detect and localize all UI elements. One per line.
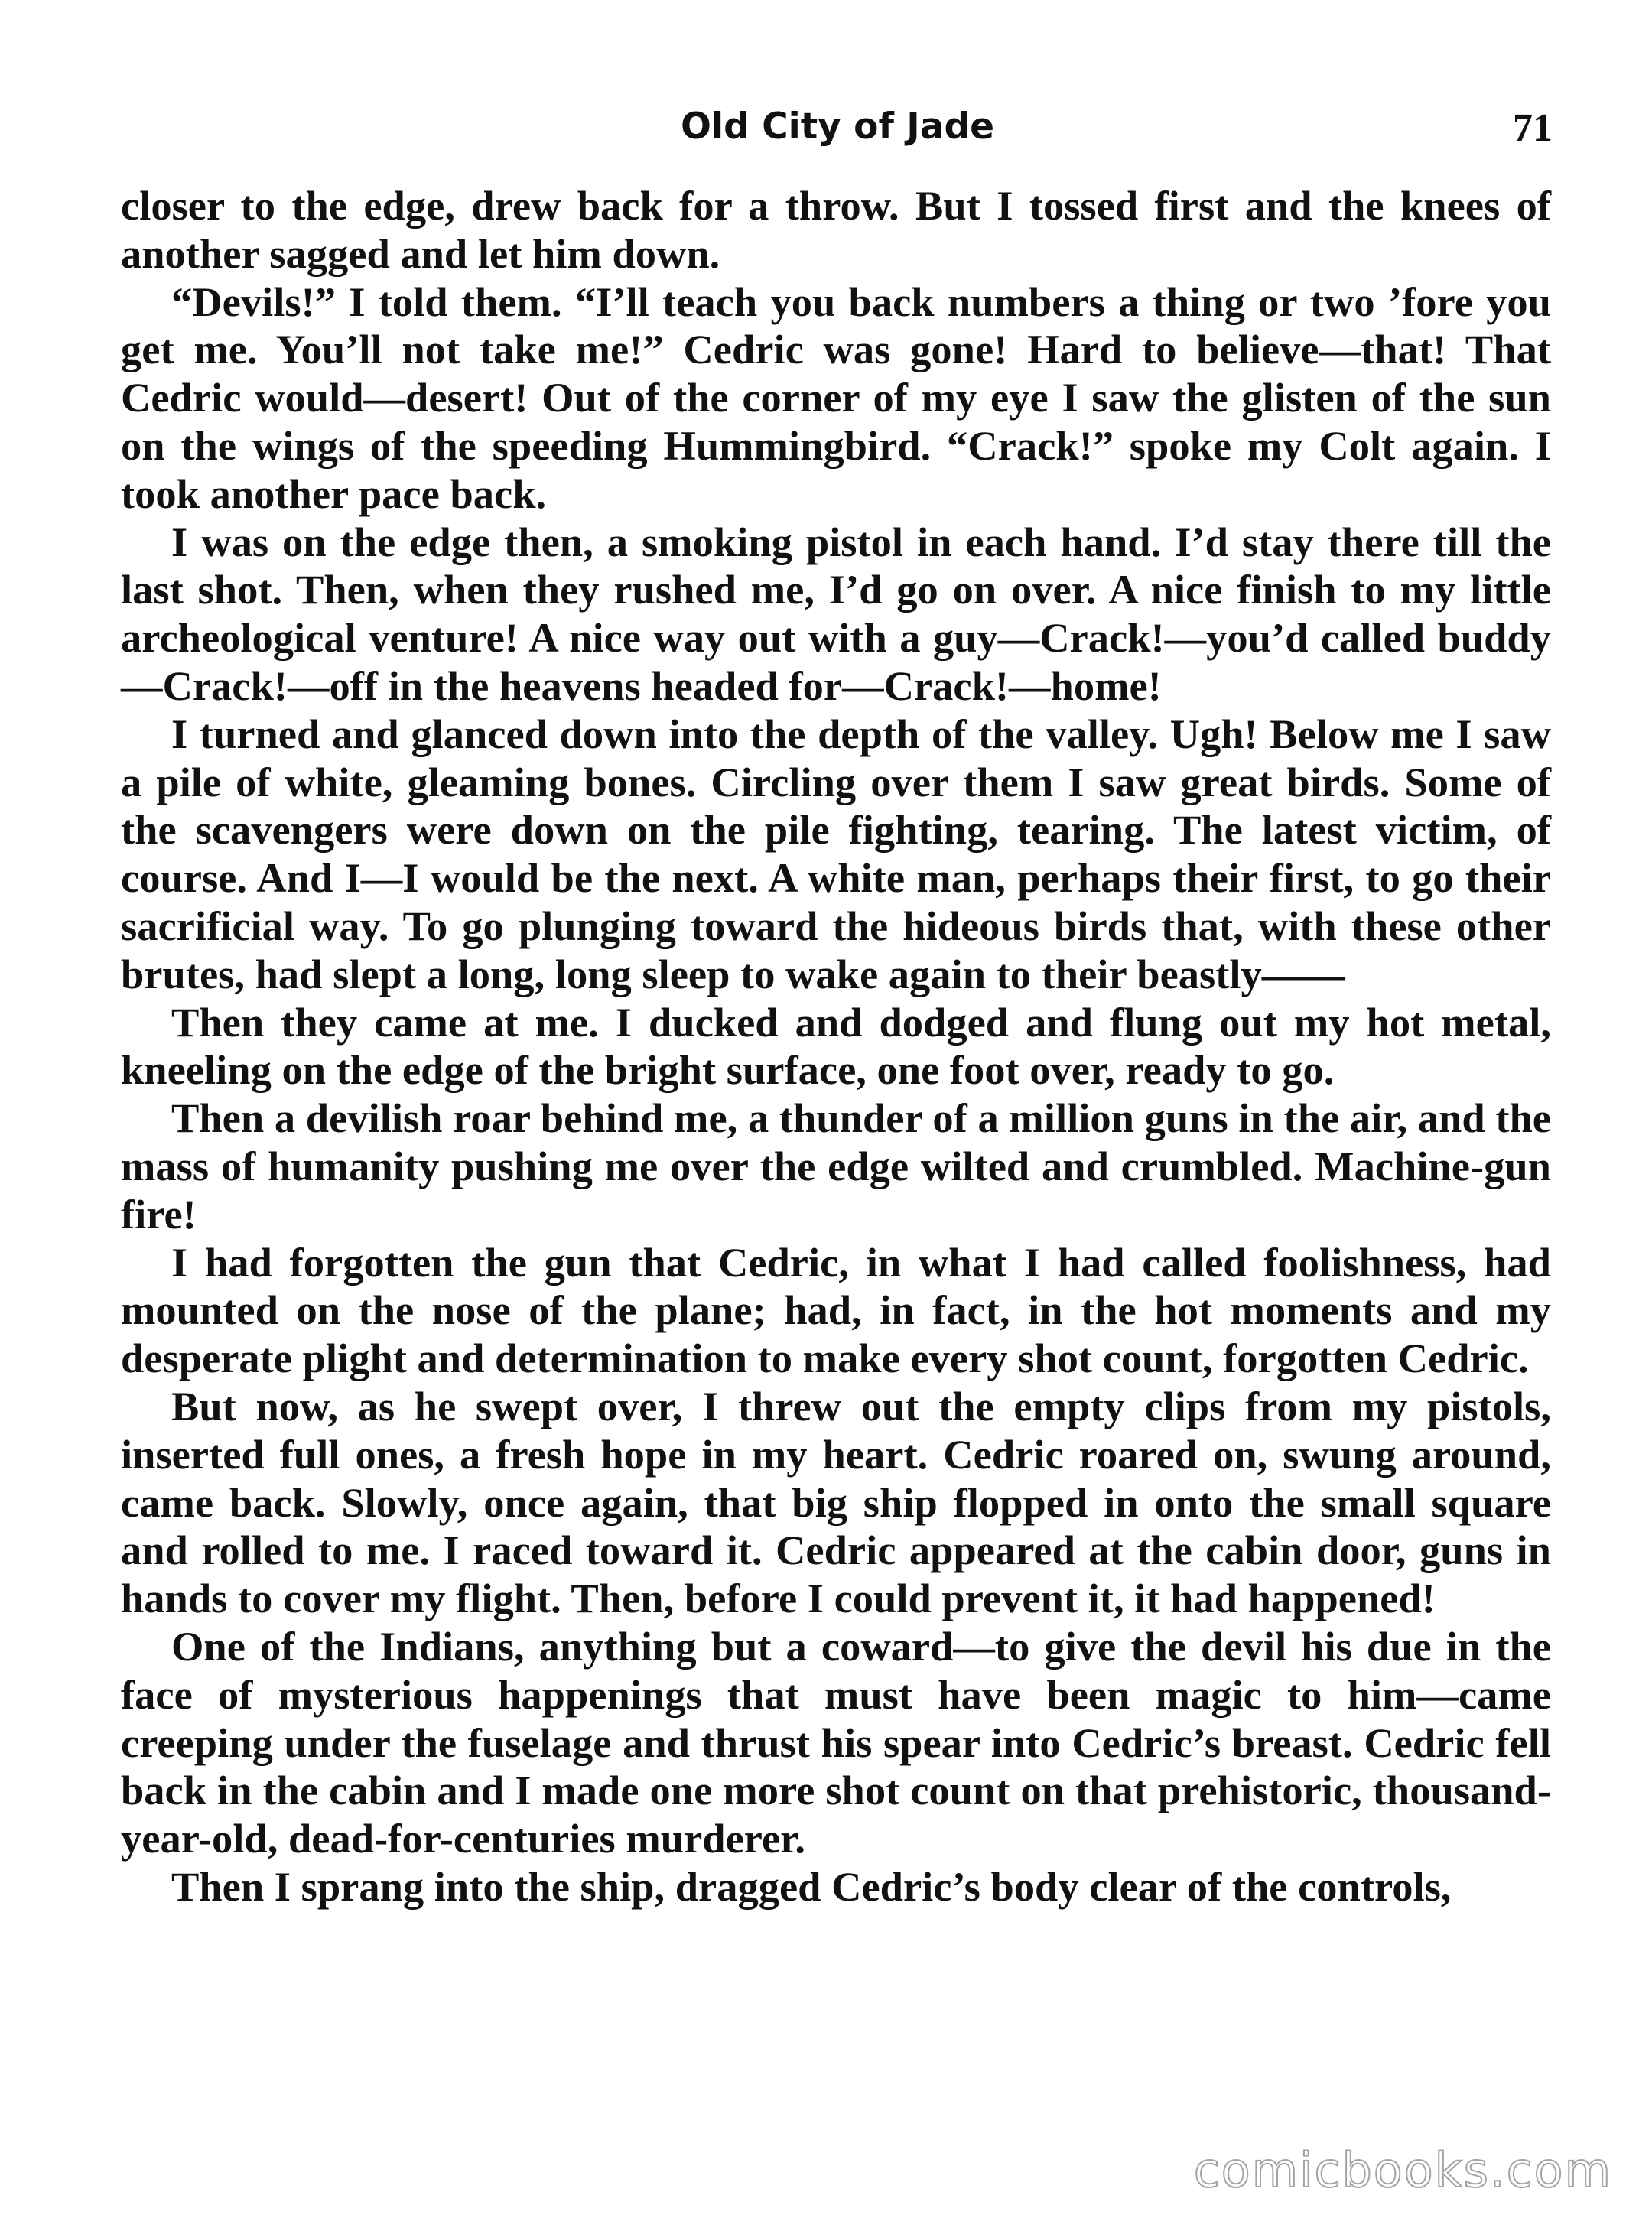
paragraph-8: But now, as he swept over, I threw out the empty clips from my pistols, inserted full ones, a fresh hope in my heart. Cedric roared on, swung around, came back. Slowly, once again, that big ship flopped in onto the small square and rolled to me. I raced toward it. Cedric appeared at the cabin door, guns in hands to cover my flight. Then, before I could prevent it, it had happened! <box>121 1382 1551 1622</box>
paragraph-4: I turned and glanced down into the depth of the valley. Ugh! Below me I saw a pile of white, gleaming bones. Circling over them I saw great birds. Some of the scavengers were down on the pile fighting, tearing. The latest victim, of course. And I—I would be the next. A white man, perhaps their first, to go their sacrificial way. To go plunging toward the hideous birds that, with these other brutes, had slept a long, long sleep to wake again to their beastly—— <box>121 710 1551 997</box>
paragraph-7: I had forgotten the gun that Cedric, in what I had called foolishness, had mounted on the nose of the plane; had, in fact, in the hot moments and my desperate plight and determination to make every shot count, forgotten Cedric. <box>121 1238 1551 1382</box>
body-text <box>121 182 1551 1911</box>
paragraph-3: I was on the edge then, a smoking pistol in each hand. I’d stay there till the last shot. Then, when they rushed me, I’d go on over. A nice finish to my little archeological venture! A nice way out with a guy—Crack!—you’d called buddy—Crack!—off in the heavens headed for—Crack!—home! <box>121 518 1551 709</box>
paragraph-1: closer to the edge, drew back for a throw. But I tossed first and the knees of another sagged and let him down. <box>121 182 1551 277</box>
paragraph-9: One of the Indians, anything but a coward—to give the devil his due in the face of mysterious happenings that must have been magic to him—came creeping under the fuselage and thrust his spear into Cedric’s breast. Cedric fell back in the cabin and I made one more shot count on that prehistoric, thousand-year-old, dead-for-centuries murderer. <box>121 1622 1551 1862</box>
watermark: comicbooks.com <box>1193 2142 1612 2198</box>
paragraph-10: Then I sprang into the ship, dragged Cedric’s body clear of the controls, <box>171 1862 1452 1910</box>
page-number: 71 <box>1513 106 1553 150</box>
paragraph-5: Then they came at me. I ducked and dodged and flung out my hot metal, kneeling on the edge of the bright surface, one foot over, ready to go. <box>121 998 1551 1094</box>
running-head: Old City of Jade <box>681 106 994 148</box>
paragraph-2: “Devils!” I told them. “I’ll teach you back numbers a thing or two ’fore you get me. You’ll not take me!” Cedric was gone! Hard to believe—that! That Cedric would—desert! Out of the corner of my eye I saw the glisten of the sun on the wings of the speeding Hummingbird. “Crack!” spoke my Colt again. I took another pace back. <box>121 278 1551 517</box>
paragraph-6: Then a devilish roar behind me, a thunder of a million guns in the air, and the mass of humanity pushing me over the edge wilted and crumbled. Machine-gun fire! <box>121 1094 1551 1237</box>
page-header <box>122 106 1553 159</box>
